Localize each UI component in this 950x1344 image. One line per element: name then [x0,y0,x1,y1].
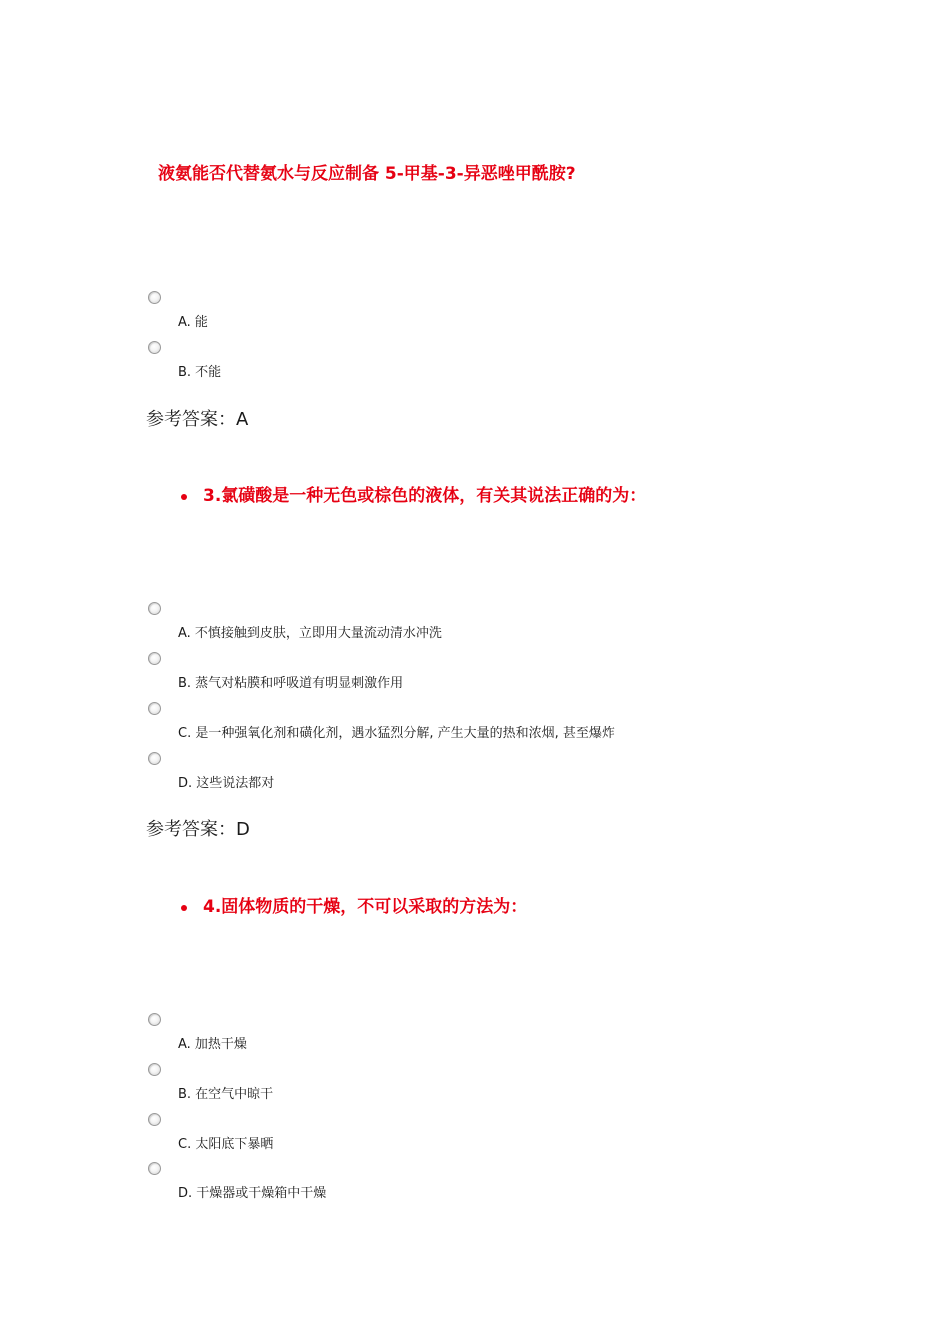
question-4-option-b-label: B. 在空气中晾干 [178,1087,274,1102]
question-1-option-a-label: A. 能 [178,315,208,330]
question-3-answer: 参考答案：D [146,819,250,840]
question-1-title: 液氨能否代替氨水与反应制备 5-甲基-3-异恶唑甲酰胺? [158,164,576,184]
question-1-option-a-radio[interactable] [148,291,161,304]
question-3-title: 3.氯磺酸是一种无色或棕色的液体，有关其说法正确的为： [203,486,647,506]
question-3-option-a-radio[interactable] [148,602,161,615]
question-4-option-b-radio[interactable] [148,1063,161,1076]
question-1-option-b-label: B. 不能 [178,365,222,380]
question-4-option-c-label: C. 太阳底下暴晒 [178,1137,274,1152]
question-3-bullet [181,494,187,500]
question-4-option-a-radio[interactable] [148,1013,161,1026]
question-4-option-c-radio[interactable] [148,1113,161,1126]
question-3-option-b-label: B. 蒸气对粘膜和呼吸道有明显刺激作用 [178,676,404,691]
question-3-option-d-label: D. 这些说法都对 [178,776,275,791]
question-3-option-c-radio[interactable] [148,702,161,715]
question-3-option-c-label: C. 是一种强氧化剂和磺化剂，遇水猛烈分解, 产生大量的热和浓烟, 甚至爆炸 [178,726,615,741]
question-4-bullet [181,905,187,911]
question-4-option-a-label: A. 加热干燥 [178,1037,247,1052]
question-3-option-a-label: A. 不慎接触到皮肤，立即用大量流动清水冲洗 [178,626,442,641]
question-4-option-d-label: D. 干燥器或干燥箱中干燥 [178,1186,327,1201]
question-1-option-b-radio[interactable] [148,341,161,354]
question-4-title: 4.固体物质的干燥，不可以采取的方法为： [203,897,528,917]
question-3-option-d-radio[interactable] [148,752,161,765]
question-3-option-b-radio[interactable] [148,652,161,665]
question-4-option-d-radio[interactable] [148,1162,161,1175]
question-1-answer: 参考答案：A [146,409,249,430]
